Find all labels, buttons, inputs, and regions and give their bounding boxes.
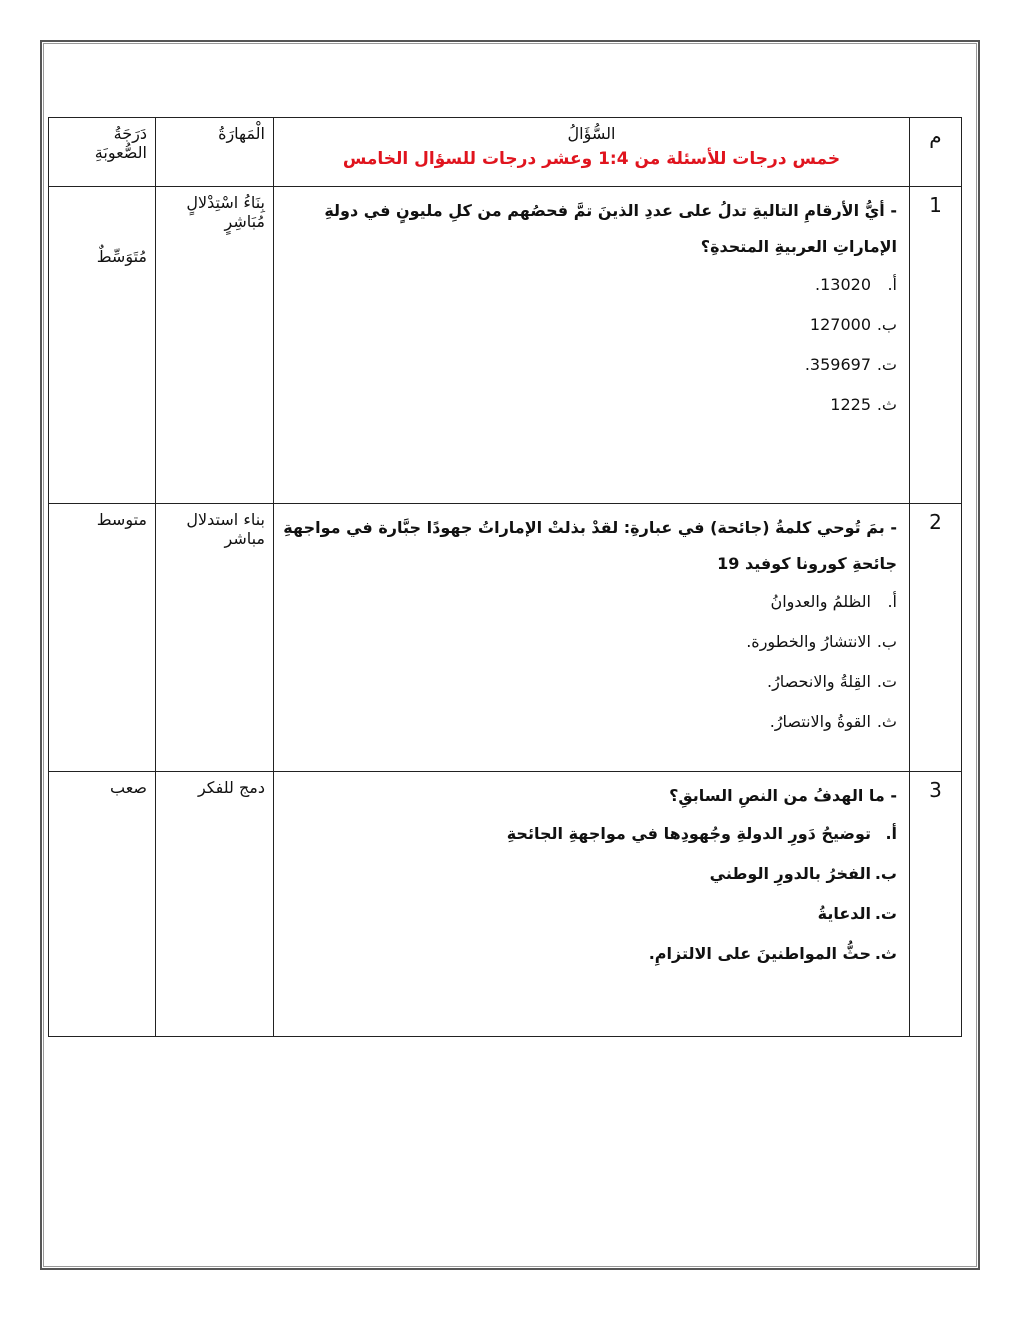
difficulty-cell: متوسط xyxy=(49,504,156,772)
option-t: ت.الدعايةُ xyxy=(817,904,897,923)
header-instruction: خمس درجات للأسئلة من 1:4 وعشر درجات للسؤال الخامس xyxy=(342,149,841,169)
questions-table xyxy=(48,117,962,1037)
option-th: ث.القوةُ والانتصارُ. xyxy=(769,712,897,731)
header-question: السُّؤَالُ xyxy=(567,124,616,143)
question-cell xyxy=(274,187,910,504)
skill-cell: بناء استدلال مباشر xyxy=(156,504,274,772)
option-a: أ.الظلمُ والعدوانُ xyxy=(770,592,897,611)
difficulty-cell: مُتَوَسِّطٌ xyxy=(49,187,156,504)
difficulty-cell: صعب xyxy=(49,772,156,1037)
question-cell xyxy=(274,504,910,772)
question-number: 3 xyxy=(910,772,962,1037)
question-stem: - أيُّ الأرقامِ التاليةِ تدلُ على عددِ الذينَ تمَّ فحصُهم من كلِ مليونٍ في دولةِ الإماراتِ العربيةِ المتحدةِ؟ xyxy=(324,201,897,256)
header-question-cell xyxy=(274,118,910,187)
options-list xyxy=(282,265,901,425)
question-cell xyxy=(274,772,910,1037)
options-list xyxy=(282,582,901,742)
option-b: ب.127000 xyxy=(809,315,897,334)
option-t: ت.359697. xyxy=(804,355,897,374)
question-stem: - ما الهدفُ من النصِ السابقِ؟ xyxy=(669,786,897,805)
skill-cell: دمج للفكر xyxy=(156,772,274,1037)
header-skill: الْمَهارَةُ xyxy=(156,118,274,187)
question-row-1 xyxy=(49,187,962,504)
header-number: م xyxy=(910,118,962,187)
header-difficulty: دَرَجَةُ الصُّعوبَةِ xyxy=(49,118,156,187)
question-row-2 xyxy=(49,504,962,772)
question-row-3 xyxy=(49,772,962,1037)
option-b: ب.الانتشارُ والخطورة. xyxy=(746,632,897,651)
options-list xyxy=(282,814,901,974)
option-b: ب.الفخرُ بالدورِ الوطني xyxy=(709,864,897,883)
option-th: ث.حثُّ المواطنينَ على الالتزامِ. xyxy=(648,944,897,963)
option-th: ث.1225 xyxy=(830,395,897,414)
option-a: أ.13020. xyxy=(815,275,897,294)
question-stem: - بمَ تُوحي كلمةُ (جائحة) في عبارةِ: لقدْ بذلتْ الإماراتُ جهودًا جبَّارة في مواجهةِ جائحةِ كورونا كوفيد 19 xyxy=(283,518,897,573)
skill-cell: بِنَاءُ اسْتِدْلالٍ مُبَاشِرٍ xyxy=(156,187,274,504)
option-t: ت.القِلةُ والانحصارُ. xyxy=(766,672,897,691)
question-number: 1 xyxy=(910,187,962,504)
table-header-row xyxy=(49,118,962,187)
option-a: أ.توضيحُ دَورِ الدولةِ وجُهودِها في مواجهةِ الجائحةِ xyxy=(506,824,897,843)
question-number: 2 xyxy=(910,504,962,772)
